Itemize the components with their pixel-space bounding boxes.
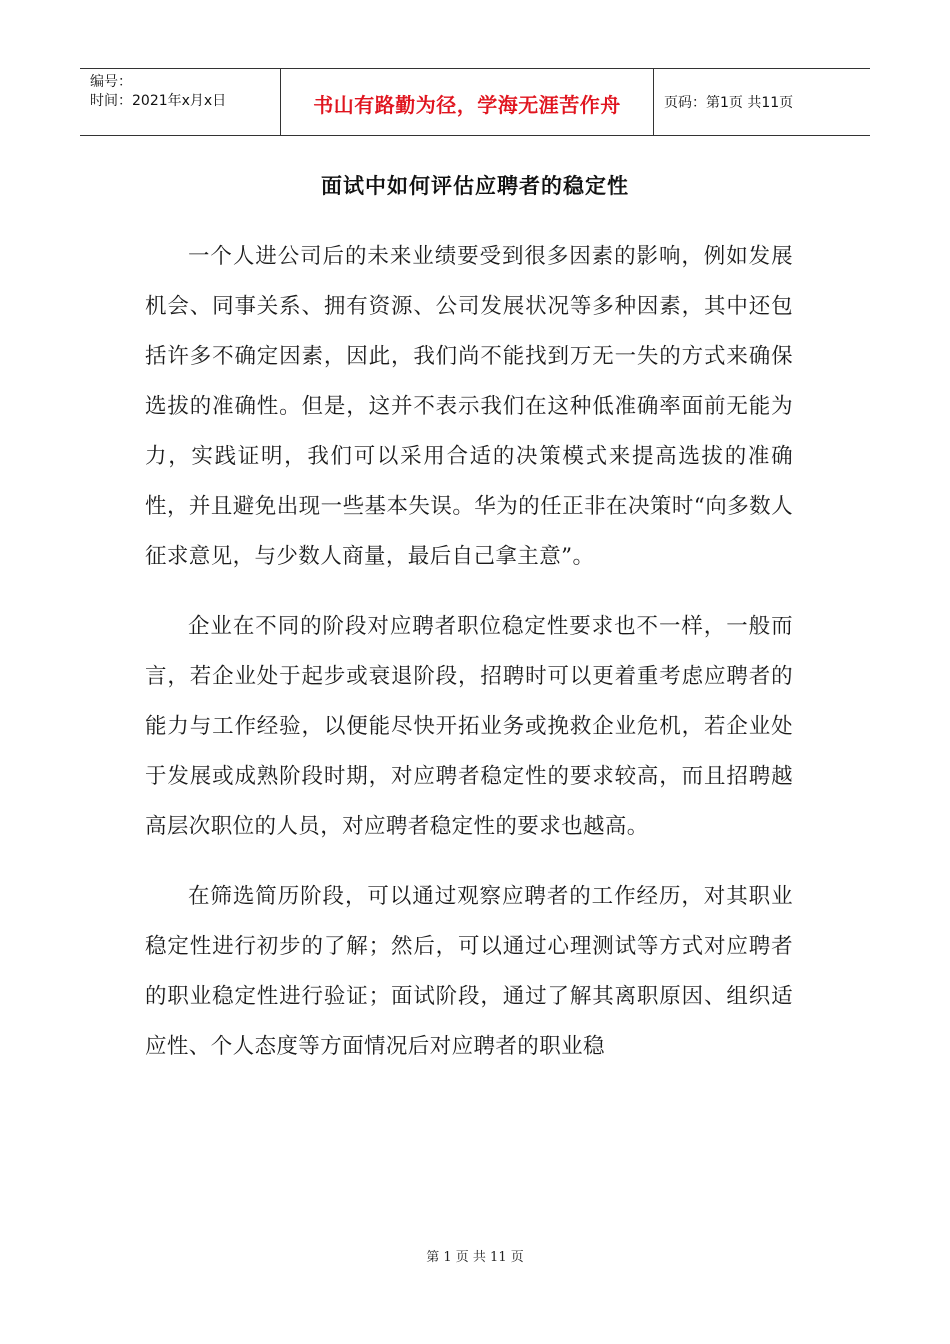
page-footer: 第 1 页 共 11 页 [426,1250,524,1265]
document-title: 面试中如何评估应聘者的稳定性 [321,173,629,198]
header-page-number: 页码：第1页 共11页 [664,95,794,111]
document-number-label: 编号： [90,74,132,90]
document-date-label: 时间：2021年x月x日 [90,93,227,109]
paragraph-3: 在筛选简历阶段，可以通过观察应聘者的工作经历，对其职业稳定性进行初步的了解；然后，可以通过心理测试等方式对应聘者的职业稳定性进行验证；面试阶段，通过了解其离职原因、组织适应性、个人态度等方面情况后对应聘者的职业稳 [145,884,793,1059]
document-body [145,232,793,1092]
header-motto: 书山有路勤为径，学海无涯苦作舟 [281,69,654,135]
paragraph-1: 一个人进公司后的未来业绩要受到很多因素的影响，例如发展机会、同事关系、拥有资源、公司发展状况等多种因素，其中还包括许多不确定因素，因此，我们尚不能找到万无一失的方式来确保选拔的准确性。但是，这并不表示我们在这种低准确率面前无能为力，实践证明，我们可以采用合适的决策模式来提高选拔的准确性，并且避免出现一些基本失误。华为的任正非在决策时“向多数人征求意见，与少数人商量，最后自己拿主意”。 [145,244,793,569]
paragraph-2: 企业在不同的阶段对应聘者职位稳定性要求也不一样，一般而言，若企业处于起步或衰退阶段，招聘时可以更着重考虑应聘者的能力与工作经验，以便能尽快开拓业务或挽救企业危机，若企业处于发展或成熟阶段时期，对应聘者稳定性的要求较高，而且招聘越高层次职位的人员，对应聘者稳定性的要求也越高。 [145,614,793,839]
header-meta [80,69,281,135]
page-header [80,68,870,136]
